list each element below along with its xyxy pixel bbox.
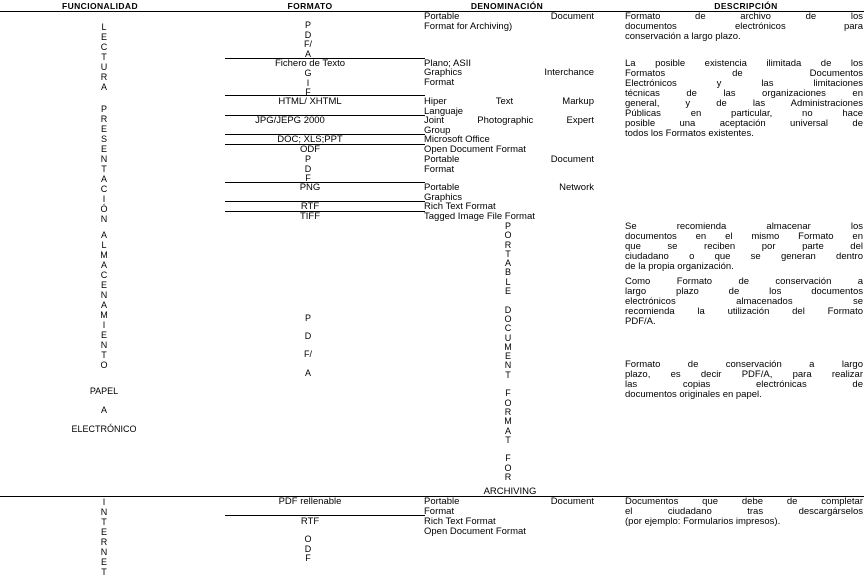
description-line: La posible existencia ilimitada de los	[625, 59, 863, 69]
letter: A	[100, 300, 107, 310]
letter: F/	[304, 39, 312, 49]
letter: I	[102, 320, 106, 330]
description-line: Documentos que debe de completar	[625, 497, 863, 507]
formato-rule	[225, 515, 425, 516]
letter: E	[100, 280, 107, 290]
letter: T	[101, 517, 107, 527]
description-line: de la propia organización.	[625, 262, 734, 272]
description-line: Se recomienda almacenar los	[625, 222, 863, 232]
description-line: conservación a largo plazo.	[625, 32, 741, 42]
letter: R	[504, 472, 512, 483]
descripcion-almacenamiento-1	[625, 222, 863, 272]
formato-png: PNG	[299, 182, 321, 193]
letter: P	[100, 104, 107, 114]
letter: N	[504, 360, 512, 371]
funcionalidad-papel: PAPEL	[89, 386, 119, 396]
letter: F	[505, 388, 511, 399]
letter: N	[100, 547, 108, 557]
formato-tiff: TIFF	[299, 211, 321, 222]
letter: M	[100, 250, 108, 260]
denominacion-pdfa-vertical	[498, 222, 518, 482]
formato-html: HTML/ XHTML	[278, 96, 342, 107]
letter: L	[101, 22, 107, 32]
letter: E	[100, 527, 107, 537]
letter: E	[504, 351, 511, 362]
description-line: ciudadano o que se generan dentro	[625, 252, 863, 262]
description-line: documentos electrónicos para	[625, 22, 863, 32]
denominacion-html: Hiper Text Markup Languaje	[424, 97, 594, 117]
descripcion-internet	[625, 497, 863, 527]
letter: D	[304, 543, 312, 554]
letter: T	[505, 434, 511, 445]
description-line: recomienda la utilización del Formato	[625, 307, 863, 317]
letter: G	[304, 68, 312, 78]
letter: D	[304, 163, 312, 174]
denominacion-texto: Plano; ASII	[424, 59, 472, 69]
descripcion-lectura	[625, 12, 863, 42]
funcionalidad-almacenamiento	[94, 230, 114, 370]
description-line: Electrónicos y las limitaciones	[625, 79, 863, 89]
denominacion-png: Portable Network Graphics	[424, 183, 594, 203]
letter: D	[504, 304, 512, 315]
formato-rule	[225, 201, 425, 202]
letter: T	[505, 369, 511, 380]
formato-rule	[225, 134, 425, 135]
letter: A	[100, 260, 107, 270]
letter: R	[504, 406, 512, 417]
denominacion-pdf: Portable Document Format	[424, 155, 594, 175]
formato-doc: DOC; XLS;PPT	[277, 134, 343, 145]
letter: Ó	[100, 204, 108, 214]
description-line: PDF/A.	[625, 317, 656, 327]
letter: N	[100, 507, 108, 517]
denominacion-odf-2: Open Document Format	[424, 527, 526, 537]
letter: A	[100, 174, 107, 184]
letter: O	[100, 360, 108, 370]
letter: E	[100, 32, 107, 42]
formato-pdfa-2-d: D	[304, 331, 312, 341]
description-line: todos los Formatos existentes.	[625, 129, 754, 139]
description-line: electrónicos almacenados se	[625, 297, 863, 307]
description-line: Como Formato de conservación a	[625, 277, 863, 287]
letter: D	[304, 29, 312, 40]
description-line: documentos en el mismo Formato en	[625, 232, 863, 242]
letter: A	[504, 425, 511, 436]
funcionalidad-lectura	[94, 22, 114, 92]
denominacion-odf: Open Document Format	[424, 145, 526, 155]
letter: R	[100, 537, 108, 547]
letter: O	[504, 313, 512, 324]
letter: B	[504, 267, 511, 278]
letter: A	[304, 48, 311, 59]
formato-odf: ODF	[299, 144, 321, 155]
letter: O	[504, 230, 512, 241]
description-line: plazo, es decir PDF/A, para realizar	[625, 370, 863, 380]
letter: T	[101, 350, 107, 360]
letter: R	[504, 239, 512, 250]
letter: I	[102, 497, 106, 507]
letter: S	[100, 134, 107, 144]
letter: R	[100, 72, 108, 82]
letter: L	[101, 240, 107, 250]
descripcion-presentacion	[625, 59, 863, 139]
letter: E	[504, 286, 511, 297]
header-descripcion: DESCRIPCIÓN	[714, 1, 778, 11]
letter: O	[304, 534, 312, 544]
letter: C	[100, 184, 108, 194]
funcionalidad-presentacion	[94, 104, 114, 224]
denominacion-pdfa-1: Portable Document Format for Archiving)	[424, 12, 594, 32]
letter: A	[100, 82, 107, 92]
formato-rule	[225, 144, 425, 145]
letter: E	[100, 557, 107, 567]
letter: O	[504, 462, 512, 473]
formato-rule	[225, 211, 425, 212]
letter: M	[504, 416, 512, 427]
description-line: Formato de archivo de los	[625, 12, 863, 22]
formato-rule	[225, 115, 425, 116]
description-line: general, y de las Administraciones	[625, 99, 863, 109]
letter: N	[100, 214, 108, 224]
letter: U	[100, 62, 108, 72]
description-line: Formato de conservación a largo	[625, 360, 863, 370]
descripcion-almacenamiento-2	[625, 277, 863, 327]
denominacion-tiff: Tagged Image File Format	[424, 212, 535, 222]
description-line: técnicas de las organizaciones en	[625, 89, 863, 99]
letter: C	[504, 323, 512, 334]
description-line: largo plazo de los documentos	[625, 287, 863, 297]
funcionalidad-electronico: ELECTRÓNICO	[71, 424, 137, 434]
description-line: que se reciben por parte del	[625, 242, 863, 252]
letter: T	[101, 52, 107, 62]
letter: T	[101, 164, 107, 174]
formato-pdf-rellenable: PDF rellenable	[278, 496, 342, 507]
descripcion-papel	[625, 360, 863, 400]
letter: L	[505, 276, 511, 287]
description-line: documentos originales en papel.	[625, 390, 762, 400]
description-line: posible una aceptación universal de	[625, 119, 863, 129]
letter: P	[304, 154, 311, 164]
funcionalidad-internet	[94, 497, 114, 577]
formato-rtf-2: RTF	[300, 516, 320, 527]
letter: E	[100, 330, 107, 340]
letter: N	[100, 154, 108, 164]
denominacion-rtf-2: Rich Text Format	[424, 517, 496, 527]
formato-pdfa-2-p: P	[304, 313, 311, 323]
letter: P	[504, 221, 511, 231]
letter: C	[100, 42, 108, 52]
denominacion-jpg: Joint Photographic Expert Group	[424, 116, 594, 136]
letter: E	[100, 124, 107, 134]
letter: F	[305, 553, 311, 563]
letter: N	[100, 290, 108, 300]
formato-rtf: RTF	[300, 201, 320, 212]
formato-gif	[298, 69, 318, 98]
letter: U	[504, 332, 512, 343]
denominacion-rtf: Rich Text Format	[424, 202, 496, 212]
letter: M	[504, 341, 512, 352]
letter: N	[100, 340, 108, 350]
formato-pdfa-1	[298, 21, 318, 59]
formato-rule	[225, 95, 425, 96]
formato-texto: Fichero de Texto	[274, 58, 346, 69]
letter: F	[305, 87, 311, 97]
denominacion-doc: Microsoft Office	[424, 135, 490, 145]
letter: F	[505, 453, 511, 464]
denominacion-archiving: ARCHIVING	[483, 486, 537, 497]
letter: C	[100, 270, 108, 280]
letter: F	[305, 173, 311, 183]
description-line: (por ejemplo: Formularios impresos).	[625, 517, 781, 527]
letter: T	[101, 567, 107, 577]
header-formato: FORMATO	[287, 1, 333, 11]
letter: A	[100, 230, 107, 240]
formato-rule	[225, 58, 425, 59]
header-denominacion: DENOMINACIÓN	[470, 1, 544, 11]
letter: O	[504, 397, 512, 408]
denominacion-gif: Graphics Interchance Format	[424, 68, 594, 88]
header-funcionalidad: FUNCIONALIDAD	[61, 1, 139, 11]
letter: M	[100, 310, 108, 320]
letter: T	[505, 248, 511, 259]
funcionalidad-papel-a: A	[100, 405, 107, 415]
formato-pdfa-2-f: F/	[304, 349, 312, 359]
letter: I	[102, 194, 106, 204]
formato-jpg: JPG/JEPG 2000	[255, 115, 325, 126]
description-line: el ciudadano tras descargárselos	[625, 507, 863, 517]
letter: R	[100, 114, 108, 124]
description-line: Formatos de Documentos	[625, 69, 863, 79]
formato-pdf	[298, 155, 318, 184]
letter: A	[504, 258, 511, 269]
formato-odf-2	[298, 535, 318, 564]
formato-pdfa-2-a: A	[304, 368, 311, 378]
letter: E	[100, 144, 107, 154]
description-line: las copias electrónicas de	[625, 380, 863, 390]
letter: P	[304, 20, 311, 30]
formato-rule	[225, 182, 425, 183]
denominacion-pdf-rellenable: Portable Document Format	[424, 497, 594, 517]
letter: I	[306, 77, 310, 88]
description-line: Públicas en particular, no hace	[625, 109, 863, 119]
